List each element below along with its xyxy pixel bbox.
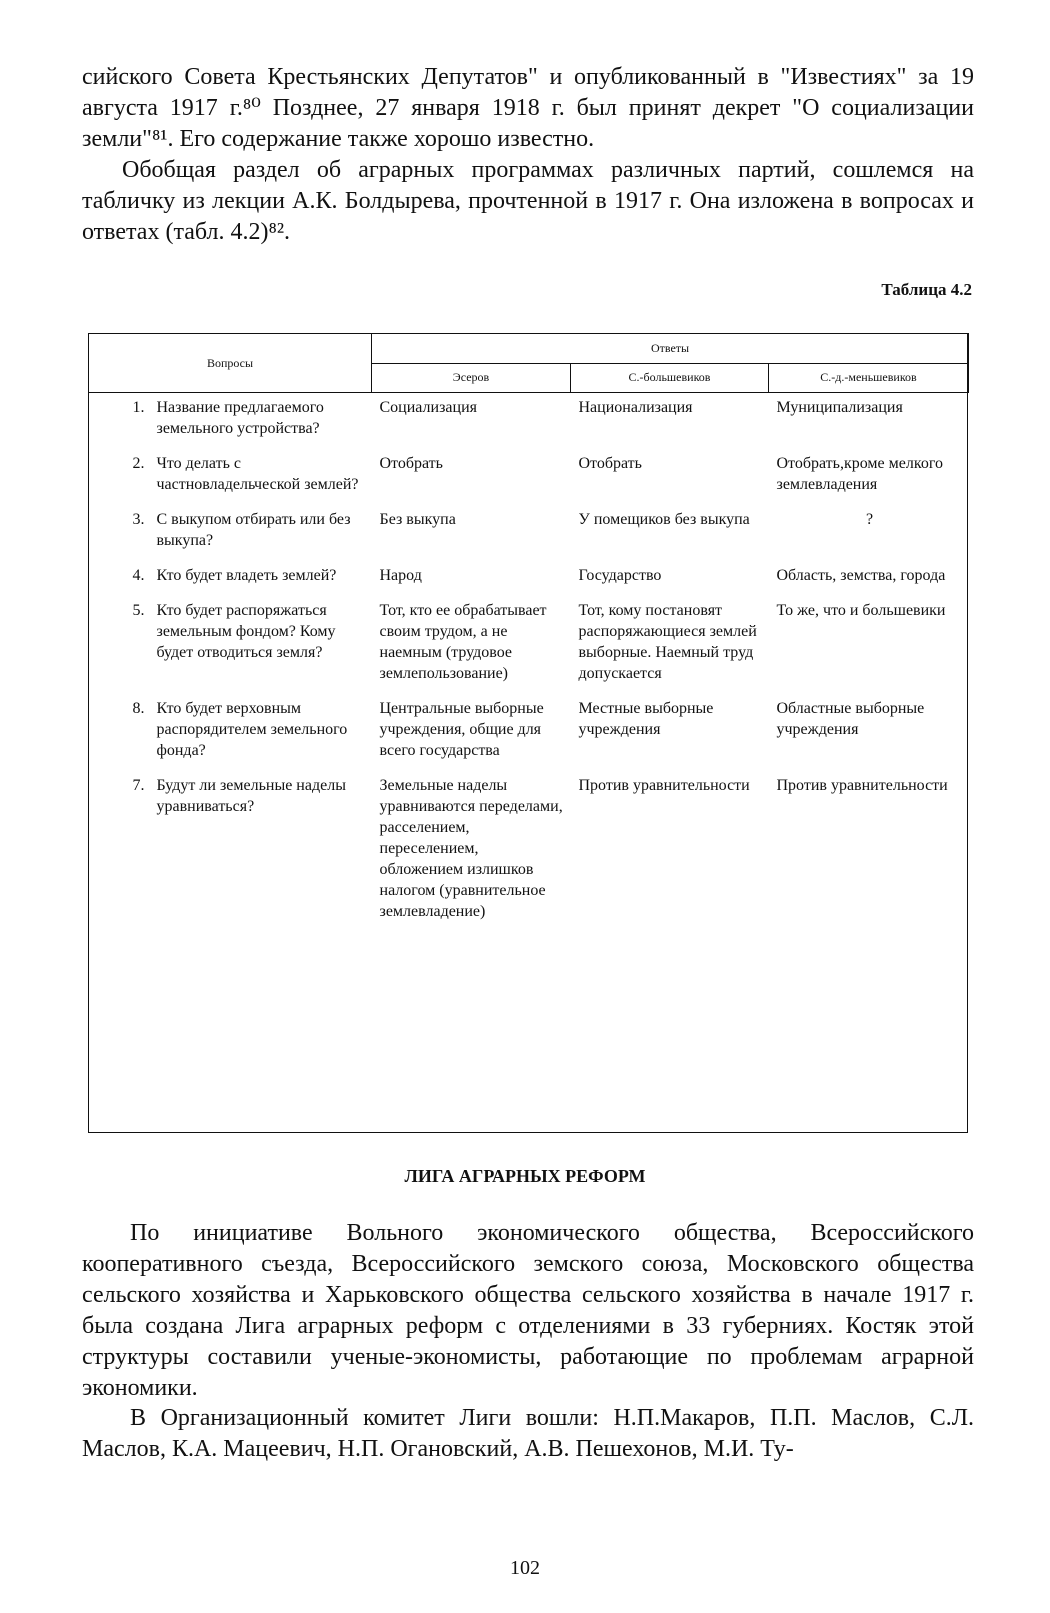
row-answer-mensheviks: То же, что и большевики bbox=[776, 602, 946, 619]
row-question: Кто будет распоряжаться земельным фондом? Кому будет отводиться земля? bbox=[156, 602, 336, 661]
row-question: С выкупом отбирать или без выкупа? bbox=[156, 511, 351, 549]
row-answer-esr: Социализация bbox=[379, 399, 477, 416]
row-answer-bolsheviks: Против уравнительности bbox=[578, 777, 750, 794]
header-col-mensheviks: С.-д.-меньшевиков bbox=[769, 363, 969, 393]
row-answer-bolsheviks: Тот, кому постановят распоряжающиеся землей выборные. Наемный труд допускается bbox=[578, 602, 757, 682]
row-number: 1. bbox=[132, 399, 145, 416]
header-col-esr: Эсеров bbox=[372, 363, 571, 393]
row-answer-mensheviks: Область, земства, города bbox=[776, 567, 946, 584]
section-title: ЛИГА АГРАРНЫХ РЕФОРМ bbox=[404, 1166, 646, 1186]
row-question: Кто будет владеть землей? bbox=[156, 567, 337, 584]
header-answers: Ответы bbox=[372, 334, 969, 364]
paragraph-league-founding: По инициативе Вольного экономического общества, Всероссийского кооперативного съезда, Всероссийского земского союза, Московского общества сельского хозяйства и Харьковского общества сельского хозяйства в начале 1917 г. была создана Лига аграрных реформ с отделениями в 33 губерниях. Костяк этой структуры составили ученые-экономисты, работающие по проблемам аграрной экономики. bbox=[82, 1220, 974, 1401]
row-number: 5. bbox=[132, 602, 145, 619]
row-answer-bolsheviks: Местные выборные учреждения bbox=[578, 700, 714, 738]
table-row bbox=[89, 596, 969, 694]
row-question: Кто будет верховным распорядителем земельного фонда? bbox=[156, 700, 348, 759]
paragraph-organizing-committee: В Организационный комитет Лиги вошли: Н.П.Макаров, П.П. Маслов, С.Л. Маслов, К.А. Мацеевич, Н.П. Огановский, А.В. Пешехонов, М.И. Ту- bbox=[82, 1405, 974, 1462]
table-row bbox=[89, 505, 969, 561]
row-question: Название предлагаемого земельного устройства? bbox=[156, 399, 324, 437]
row-answer-mensheviks: Областные выборные учреждения bbox=[776, 700, 925, 738]
header-col-bolsheviks: С.-большевиков bbox=[571, 363, 769, 393]
table-row bbox=[89, 561, 969, 596]
row-number: 2. bbox=[132, 455, 145, 472]
row-answer-mensheviks: ? bbox=[865, 511, 874, 528]
row-answer-esr: Народ bbox=[379, 567, 422, 584]
row-answer-mensheviks: Муниципализация bbox=[776, 399, 903, 416]
row-answer-esr: Центральные выборные учреждения, общие для всего государства bbox=[379, 700, 544, 759]
page-number: 102 bbox=[510, 1557, 540, 1579]
row-answer-bolsheviks: Отобрать bbox=[578, 455, 642, 472]
agrarian-programs-table bbox=[88, 333, 969, 930]
table-row bbox=[89, 449, 969, 505]
row-number: 4. bbox=[132, 567, 145, 584]
row-answer-bolsheviks: Государство bbox=[578, 567, 662, 584]
row-answer-bolsheviks: Национализация bbox=[578, 399, 693, 416]
row-answer-esr: Без выкупа bbox=[379, 511, 456, 528]
table-row bbox=[89, 771, 969, 930]
row-number: 7. bbox=[132, 777, 145, 794]
row-answer-esr: Земельные наделы уравниваются переделами, расселением, переселением, обложением излишков налогом (уравнительное землевладение) bbox=[379, 777, 563, 920]
table-caption: Таблица 4.2 bbox=[881, 280, 972, 299]
row-answer-esr: Отобрать bbox=[379, 455, 443, 472]
table-row bbox=[89, 694, 969, 771]
row-answer-mensheviks: Против уравнительности bbox=[776, 777, 948, 794]
row-answer-bolsheviks: У помещиков без выкупа bbox=[578, 511, 750, 528]
row-answer-mensheviks: Отобрать,кроме мелкого землевладения bbox=[776, 455, 943, 493]
header-questions: Вопросы bbox=[89, 334, 372, 393]
row-number: 3. bbox=[132, 511, 145, 528]
row-number: 8. bbox=[132, 700, 145, 717]
row-question: Будут ли земельные наделы уравниваться? bbox=[156, 777, 346, 815]
row-question: Что делать с частновладельческой землей? bbox=[156, 455, 359, 493]
table-row bbox=[89, 393, 969, 450]
row-answer-esr: Тот, кто ее обрабатывает своим трудом, а не наемным (трудовое землепользование) bbox=[379, 602, 547, 682]
paragraph-intro-continuation: сийского Совета Крестьянских Депутатов" и опубликованный в "Известиях" за 19 августа 1917 г.⁸⁰ Позднее, 27 января 1918 г. был принят декрет "О социализации земли"⁸¹. Его содержание также хорошо известно. bbox=[82, 64, 974, 152]
paragraph-table-reference: Обобщая раздел об аграрных программах различных партий, сошлемся на табличку из лекции А.К. Болдырева, прочтенной в 1917 г. Она изложена в вопросах и ответах (табл. 4.2)⁸². bbox=[82, 157, 974, 245]
